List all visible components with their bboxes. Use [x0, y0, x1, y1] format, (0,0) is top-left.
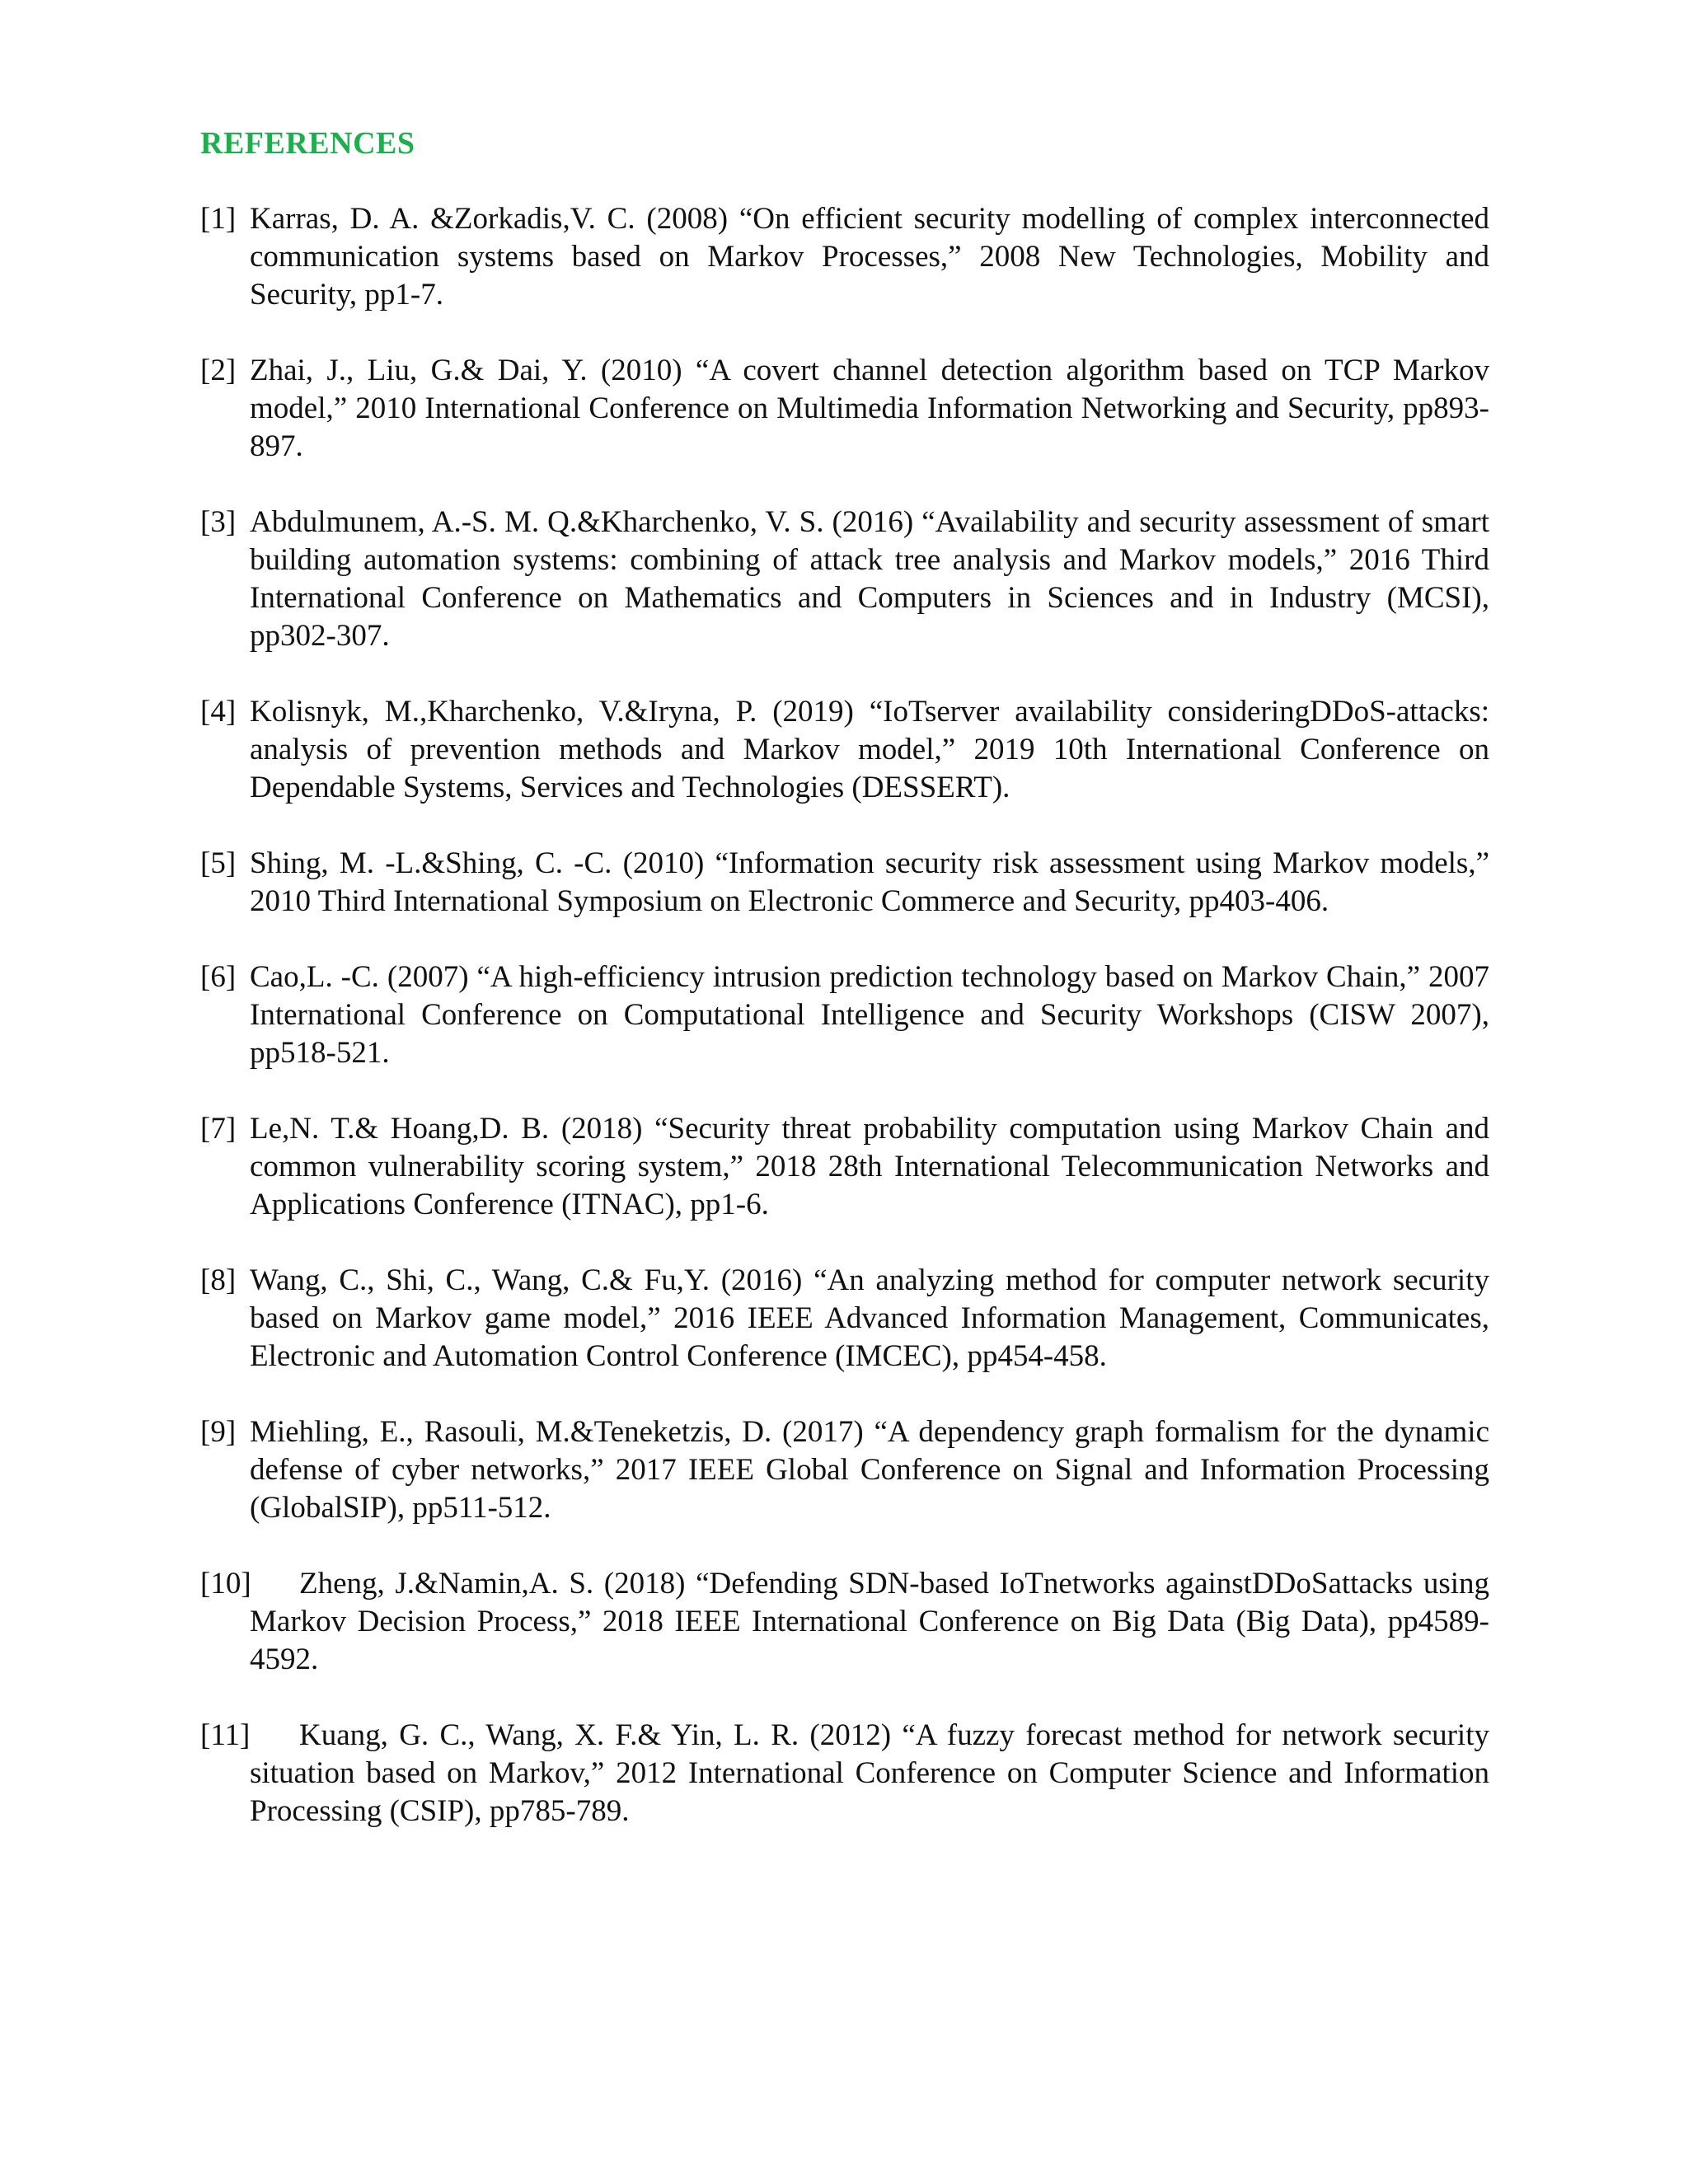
reference-list	[200, 200, 1489, 1868]
reference-item-5	[200, 845, 1489, 921]
reference-number: [7]	[200, 1112, 237, 1146]
reference-text: Miehling, E., Rasouli, M.&Teneketzis, D. (2017) “A dependency graph formalism for the dynamic defense of cyber networks,” 2017 IEEE Global Conference on Signal and Information Processing (GlobalSIP), pp511-512.	[250, 1415, 1489, 1525]
reference-number: [1]	[200, 202, 237, 236]
reference-number: [9]	[200, 1415, 237, 1449]
reference-item-7	[200, 1110, 1489, 1224]
reference-text: Cao,L. -C. (2007) “A high-efficiency intrusion prediction technology based on Markov Chain,” 2007 International Conference on Computational Intelligence and Security Workshops (CISW 2007), pp518-521.	[250, 960, 1489, 1070]
reference-text: Karras, D. A. &Zorkadis,V. C. (2008) “On efficient security modelling of complex interconnected communication systems based on Markov Processes,” 2008 New Technologies, Mobility and Security, pp1-7.	[250, 202, 1489, 312]
reference-item-4	[200, 693, 1489, 807]
reference-item-10	[200, 1565, 1489, 1679]
reference-item-2	[200, 352, 1489, 466]
reference-item-11	[200, 1717, 1489, 1830]
reference-text: Kuang, G. C., Wang, X. F.& Yin, L. R. (2012) “A fuzzy forecast method for network security situation based on Markov,” 2012 International Conference on Computer Science and Information Processing (CSIP), pp785-789.	[250, 1718, 1489, 1828]
reference-number: [3]	[200, 505, 237, 539]
reference-text: Wang, C., Shi, C., Wang, C.& Fu,Y. (2016) “An analyzing method for computer network security based on Markov game model,” 2016 IEEE Advanced Information Management, Communicates, Electronic and Automation Control Conference (IMCEC), pp454-458.	[250, 1263, 1489, 1373]
reference-number: [2]	[200, 354, 237, 387]
reference-item-6	[200, 958, 1489, 1072]
reference-number: [11]	[200, 1718, 251, 1752]
reference-number: [8]	[200, 1263, 237, 1297]
reference-text: Zheng, J.&Namin,A. S. (2018) “Defending SDN-based IoTnetworks againstDDoSattacks using Markov Decision Process,” 2018 IEEE International Conference on Big Data (Big Data), pp4589-4592.	[250, 1567, 1489, 1676]
reference-number: [10]	[200, 1567, 251, 1601]
reference-number: [5]	[200, 846, 237, 880]
reference-text: Shing, M. -L.&Shing, C. -C. (2010) “Information security risk assessment using Markov models,” 2010 Third International Symposium on Electronic Commerce and Security, pp403-406.	[250, 846, 1489, 918]
references-heading: REFERENCES	[200, 126, 415, 161]
reference-number: [4]	[200, 695, 237, 729]
reference-text: Kolisnyk, M.,Kharchenko, V.&Iryna, P. (2019) “IoTserver availability consideringDDoS-attacks: analysis of prevention methods and Markov model,” 2019 10th International Conference on Dependable Systems, Services and Technologies (DESSERT).	[250, 695, 1489, 804]
reference-text: Zhai, J., Liu, G.& Dai, Y. (2010) “A covert channel detection algorithm based on TCP Markov model,” 2010 International Conference on Multimedia Information Networking and Security, pp893-897.	[250, 354, 1489, 463]
reference-item-8	[200, 1262, 1489, 1376]
reference-text: Abdulmunem, A.-S. M. Q.&Kharchenko, V. S. (2016) “Availability and security assessment of smart building automation systems: combining of attack tree analysis and Markov models,” 2016 Third International Conference on Mathematics and Computers in Sciences and in Industry (MCSI), pp302-307.	[250, 505, 1489, 653]
reference-item-1	[200, 200, 1489, 314]
reference-text: Le,N. T.& Hoang,D. B. (2018) “Security threat probability computation using Markov Chain and common vulnerability scoring system,” 2018 28th International Telecommunication Networks and Applications Conference (ITNAC), pp1-6.	[250, 1112, 1489, 1221]
reference-item-9	[200, 1413, 1489, 1527]
reference-number: [6]	[200, 960, 237, 994]
reference-item-3	[200, 504, 1489, 655]
